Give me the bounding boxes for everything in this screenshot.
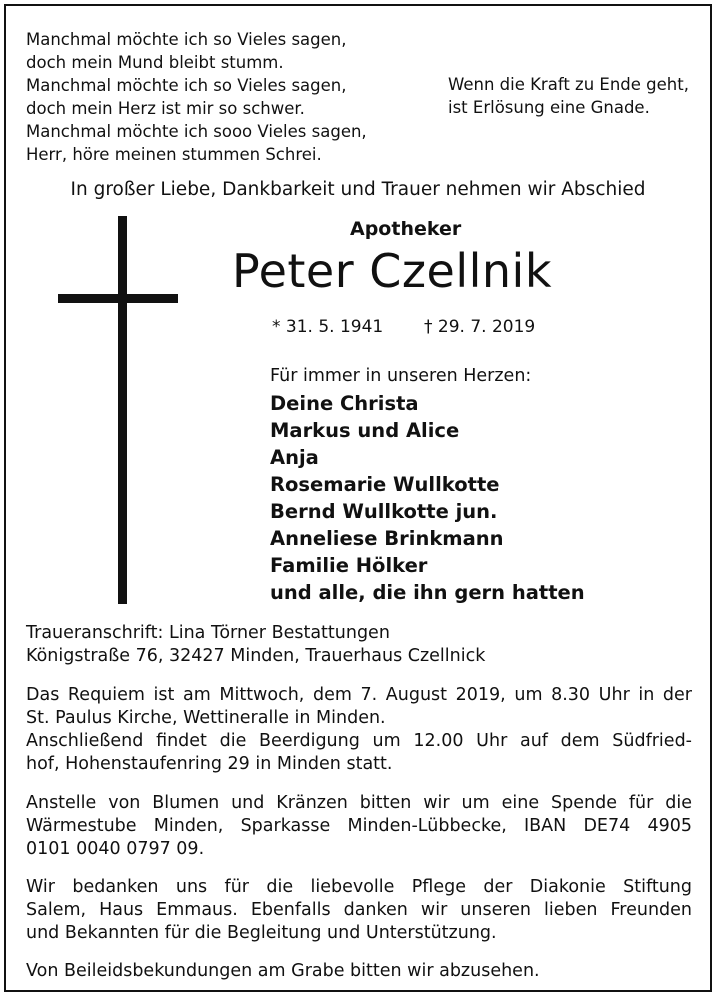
poem-left [26,28,367,166]
donation-block [26,792,692,861]
mourner: Deine Christa [270,392,419,415]
thanks-line: Wir bedanken uns für die liebevolle Pflege der Diakonie Stiftung [26,877,692,897]
deceased-name: Peter Czellnik [232,244,552,298]
obituary-notice [4,4,712,992]
thanks-line: Salem, Haus Emmaus. Ebenfalls danken wir unseren lieben Freunden [26,900,692,920]
mourner: und alle, die ihn gern hatten [270,581,585,604]
poem-line: ist Erlösung eine Gnade. [448,98,650,117]
poem-right [448,73,689,119]
birth-date: * 31. 5. 1941 [272,317,384,337]
profession: Apotheker [350,218,462,240]
mourner: Bernd Wullkotte jun. [270,500,498,523]
mourner: Markus und Alice [270,419,460,442]
poem-line: Manchmal möchte ich so Vieles sagen, [26,30,347,49]
closing-line: Von Beileidsbekundungen am Grabe bitten wir abzusehen. [26,961,540,981]
mourner: Anja [270,446,319,469]
address-block [26,622,692,668]
closing-note [26,960,692,983]
mourner: Familie Hölker [270,554,428,577]
family-intro: Für immer in unseren Herzen: [270,366,532,386]
mourner: Anneliese Brinkmann [270,527,504,550]
address-line: Traueranschrift: Lina Törner Bestattungen [26,623,390,643]
farewell-intro: In großer Liebe, Dankbarkeit und Trauer nehmen wir Abschied [70,179,646,200]
requiem-line: hof, Hohenstaufenring 29 in Minden statt. [26,754,393,774]
address-line: Königstraße 76, 32427 Minden, Trauerhaus Czellnick [26,646,486,666]
thanks-block [26,876,692,945]
mourner: Rosemarie Wullkotte [270,473,500,496]
donation-line: Anstelle von Blumen und Kränzen bitten wir um eine Spende für die [26,793,692,813]
mourners-list [270,390,585,606]
requiem-line: St. Paulus Kirche, Wettineralle in Minden. [26,708,386,728]
poem-line: Manchmal möchte ich sooo Vieles sagen, [26,122,367,141]
requiem-line: Das Requiem ist am Mittwoch, dem 7. August 2019, um 8.30 Uhr in der [26,685,692,705]
poem-line: doch mein Herz ist mir so schwer. [26,99,305,118]
thanks-line: und Bekannten für die Begleitung und Unterstützung. [26,923,497,943]
poem-line: doch mein Mund bleibt stumm. [26,53,284,72]
donation-line: Wärmestube Minden, Sparkasse Minden-Lübbecke, IBAN DE74 4905 [26,816,692,836]
donation-line: 0101 0040 0797 09. [26,839,205,859]
poem-line: Manchmal möchte ich so Vieles sagen, [26,76,347,95]
poem-line: Herr, höre meinen stummen Schrei. [26,145,322,164]
poem-line: Wenn die Kraft zu Ende geht, [448,75,689,94]
requiem-block [26,684,692,776]
death-date: † 29. 7. 2019 [424,317,536,337]
requiem-line: Anschließend findet die Beerdigung um 12.00 Uhr auf dem Südfried- [26,731,692,751]
